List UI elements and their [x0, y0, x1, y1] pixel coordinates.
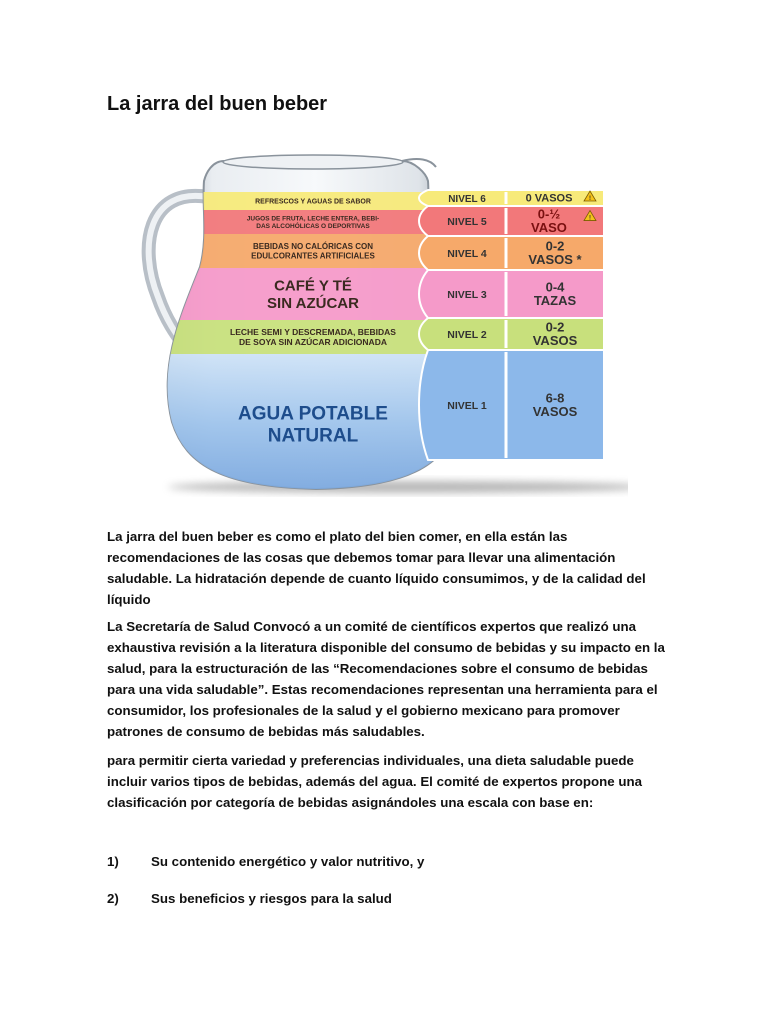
warning-icon-mark: !: [589, 196, 591, 202]
list-number: 1): [107, 854, 119, 869]
amount-label-level-1: VASOS: [532, 404, 578, 420]
amount-label-level-3: 0-4: [545, 279, 565, 295]
list-item: [107, 851, 667, 872]
level-label-3: NIVEL 3: [447, 289, 487, 301]
paragraph-variedad: para permitir cierta variedad y preferencias individuales, una dieta saludable puede incluir varios tipos de bebidas, además del agua. El comité de expertos propone una clasificación por categoría de bebidas asignándoles una escala con base en:: [107, 753, 642, 810]
list-text: Su contenido energético y valor nutritivo, y: [151, 854, 425, 869]
side-band-level-6: [419, 190, 604, 206]
amount-label-level-1: 6-8: [545, 390, 565, 406]
jar-label-level-3: CAFÉ Y TÉ: [274, 277, 352, 295]
jar-label-level-4: BEBIDAS NO CALÓRICAS CON: [252, 242, 374, 252]
amount-label-level-5: 0-½: [537, 206, 561, 222]
warning-icon-mark: !: [589, 215, 591, 222]
amount-label-level-5: VASO: [531, 220, 567, 236]
jar-label-level-6: REFRESCOS Y AGUAS DE SABOR: [255, 198, 371, 206]
jar-label-level-1: AGUA POTABLE: [238, 403, 388, 425]
jar-label-level-3: SIN AZÚCAR: [267, 294, 359, 312]
amount-label-level-3: TAZAS: [533, 293, 577, 309]
level-label-1: NIVEL 1: [447, 400, 487, 412]
level-label-5: NIVEL 5: [447, 216, 487, 228]
jar-label-level-5: JUGOS DE FRUTA, LECHE ENTERA, BEBI-: [246, 215, 380, 223]
amount-label-level-2: 0-2: [545, 319, 565, 335]
list-number: 2): [107, 891, 119, 906]
amount-label-level-4: 0-2: [545, 238, 565, 254]
level-label-4: NIVEL 4: [447, 248, 487, 260]
amount-label-level-4: VASOS *: [528, 252, 582, 268]
list-item: [107, 888, 667, 909]
jar-illustration: [108, 137, 628, 497]
jar-label-level-5: DAS ALCOHÓLICAS O DEPORTIVAS: [256, 222, 370, 230]
jar-label-level-2: LECHE SEMI Y DESCREMADA, BEBIDAS: [230, 327, 396, 338]
jar-label-level-2: DE SOYA SIN AZÚCAR ADICIONADA: [239, 336, 387, 347]
paragraph-secretaria: La Secretaría de Salud Convocó a un comité de científicos expertos que realizó una exhaustiva revisión a la literatura disponible del consumo de bebidas y su impacto en la salud, para la estructuración de las “Recomendaciones sobre el consumo de bebidas para una vida saludable”. Estas recomendaciones representan una herramienta para el consumidor, los profesionales de la salud y el gobierno mexicano para promover patrones de consumo de bebidas más saludables.: [107, 619, 665, 739]
page-title: La jarra del buen beber: [107, 93, 328, 115]
level-label-6: NIVEL 6: [448, 194, 486, 205]
paragraph-intro: La jarra del buen beber es como el plato del bien comer, en ella están las recomendaciones de las cosas que debemos tomar para llevar una alimentación saludable. La hidratación depende de cuanto líquido consumimos, y de la calidad del líquido: [107, 529, 646, 607]
jar-label-level-4: EDULCORANTES ARTIFICIALES: [251, 251, 375, 261]
amount-label-level-6: 0 VASOS: [525, 192, 573, 205]
jar-label-level-1: NATURAL: [267, 425, 359, 447]
jarra-del-buen-beber-figure: [108, 137, 628, 497]
amount-label-level-2: VASOS: [532, 333, 578, 349]
list-text: Sus beneficios y riesgos para la salud: [151, 891, 392, 906]
level-label-2: NIVEL 2: [447, 329, 487, 341]
criteria-list: [107, 851, 667, 925]
